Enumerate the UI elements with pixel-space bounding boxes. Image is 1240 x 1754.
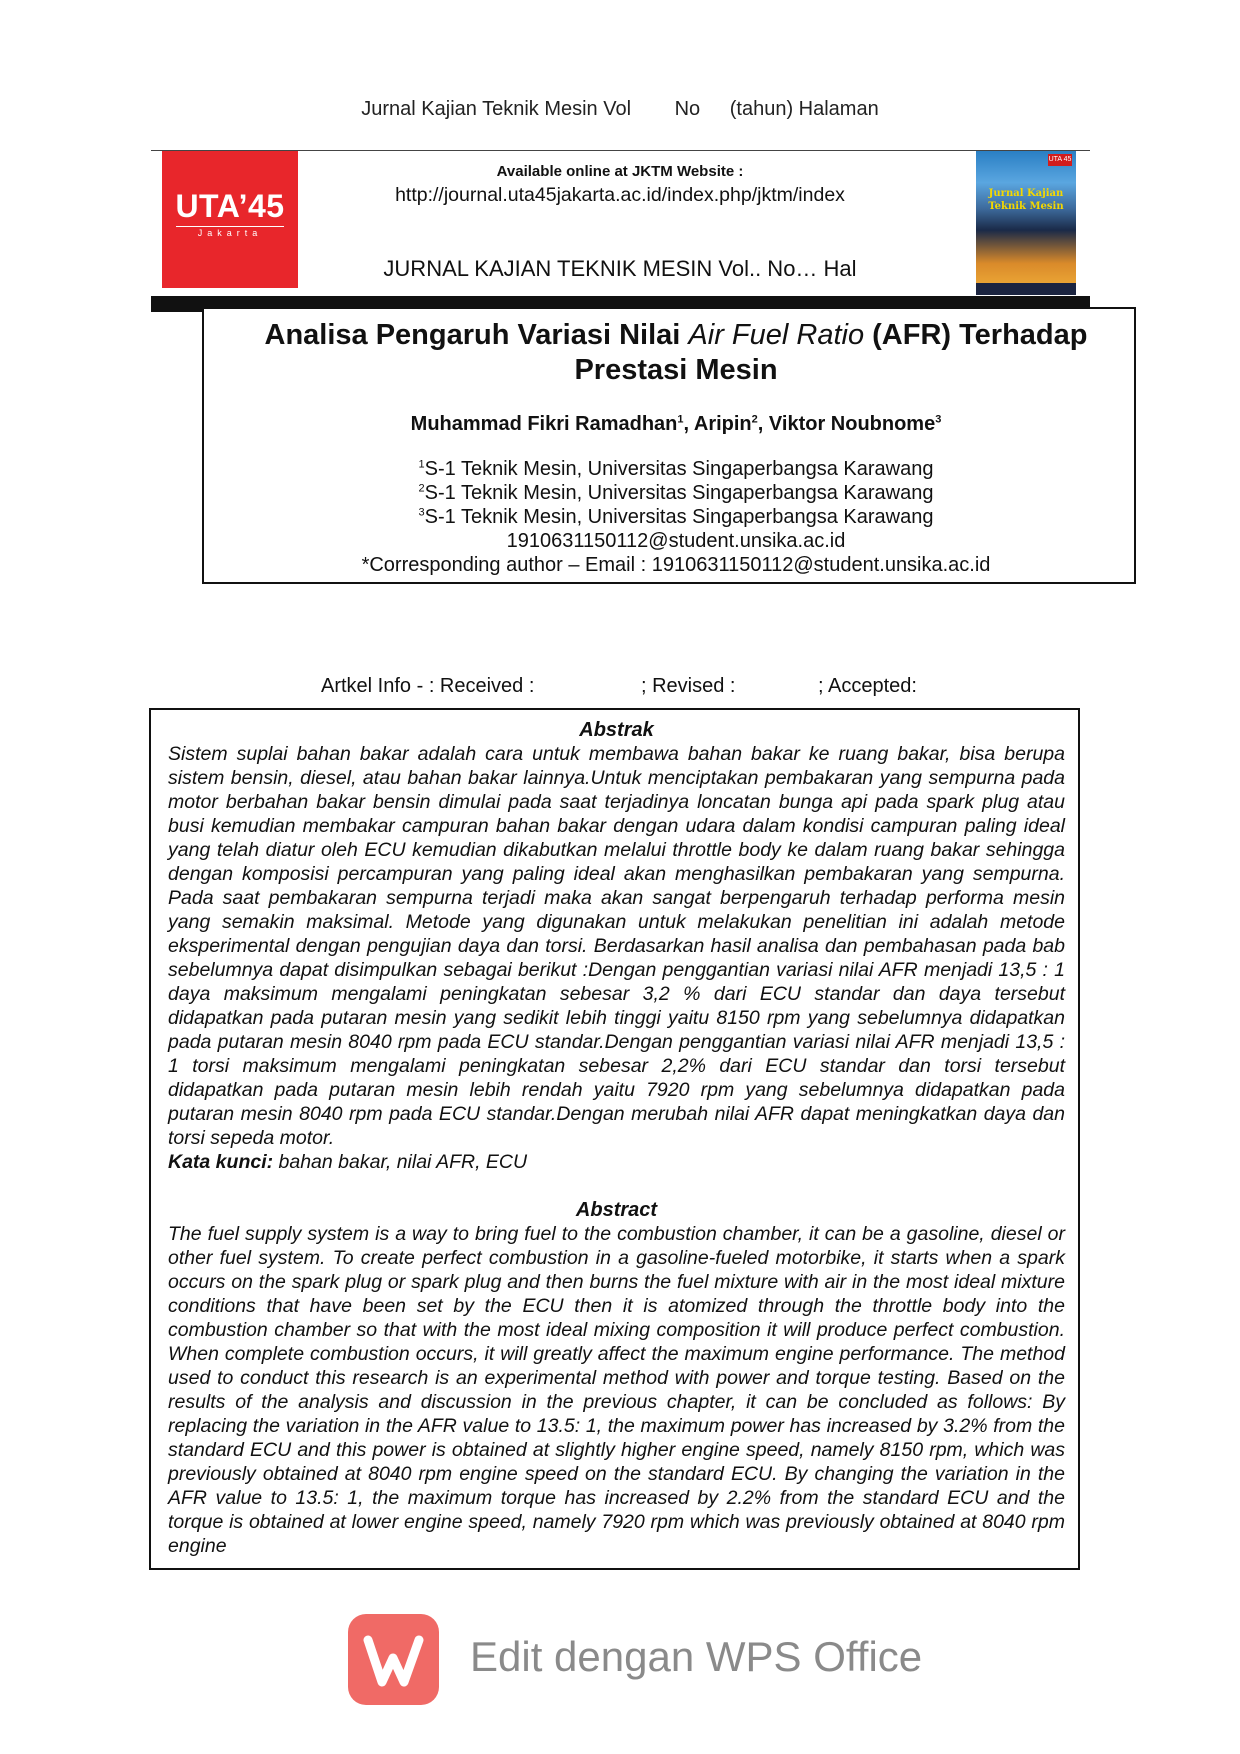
abstrak-text: Sistem suplai bahan bakar adalah cara untuk membawa bahan bakar ke ruang bakar, bisa berupa sistem bensin, diesel, atau bahan bakar lainnya.Untuk menciptakan pembakaran yang sempurna pada motor berbahan bakar bensin dimulai pada saat terjadinya loncatan bunga api pada spark plug atau busi kemudian membakar campuran bahan bakar dengan udara dalam kondisi campuran paling ideal yang telah diatur oleh ECU kemudian dikabutkan melalui throttle body ke dalam ruang bakar sehingga dengan komposisi percampuran yang paling ideal akan menghasilkan pembakaran yang sempurna. Pada saat pembakaran sempurna terjadi maka akan sangat berpengaruh terhadap performa mesin yang semakin maksimal. Metode yang digunakan untuk melakukan penelitian ini adalah metode eksperimental dengan pengujian daya dan torsi. Berdasarkan hasil analisa dan pembahasan pada bab sebelumnya dapat disimpulkan sebagai berikut :Dengan penggantian variasi nilai AFR menjadi 13,5 : 1 daya maksimum mengalami peningkatan sebesar 3,2 % dari ECU standar dan daya tersebut didapatkan pada putaran mesin yang sedikit lebih tinggi yaitu 8150 rpm yang sebelumnya didapatkan pada putaran mesin 8040 rpm pada ECU standar.Dengan penggantian variasi nilai AFR menjadi 13,5 : 1 torsi maksimum mengalami peningkatan sebesar 2,2% dari ECU standar dan torsi tersebut didapatkan pada putaran mesin lebih rendah yaitu 7920 rpm yang sebelumnya didapatkan pada putaran mesin 8040 rpm pada ECU standar.Dengan merubah nilai AFR dapat meningkatkan daya dan torsi sepeda motor. — [168, 743, 1065, 1149]
wps-edit-link[interactable]: Edit dengan WPS Office — [470, 1633, 923, 1680]
abstract-text: The fuel supply system is a way to bring fuel to the combustion chamber, it can be a gasoline, diesel or other fuel system. To create perfect combustion in a gasoline-fueled motorbike, it starts when a spark occurs on the spark plug or spark plug and then burns the fuel mixture with air in the most ideal mixture conditions that have been set by the ECU then it is atomized through the throttle body into the combustion chamber so that with the most ideal mixing composition it will produce perfect combustion. When complete combustion occurs, it will greatly affect the maximum engine performance. The method used to conduct this research is an experimental method with power and torque testing. Based on the results of the analysis and discussion in the previous chapter, it can be concluded as follows: By replacing the variation in the AFR value to 13.5: 1, the maximum power has increased by 3.2% from the standard ECU and this power is obtained at slightly higher engine speed, namely 8150 rpm, which was previously obtained at 8040 rpm engine speed on the standard ECU. By changing the variation in the AFR value to 13.5: 1, the maximum torque has increased by 2.2% from the standard ECU and the torque is obtained at lower engine speed, namely 7920 rpm which was previously obtained at 8040 rpm engine — [168, 1223, 1065, 1557]
abstract-box — [149, 708, 1080, 1570]
author-list: Muhammad Fikri Ramadhan$^1$, Aripin$^2$, Viktor Noubnome$^3$ — [410, 413, 942, 435]
author-affil-mark: 1 — [677, 413, 684, 426]
corresponding-author: *Corresponding author – Email : 1910631150112@student.unsika.ac.id — [361, 554, 991, 576]
title-emphasis: Air Fuel Ratio — [688, 319, 865, 351]
affiliation-block — [256, 457, 1096, 577]
wps-logo-icon[interactable] — [348, 1614, 439, 1705]
journal-name-line: JURNAL KAJIAN TEKNIK MESIN Vol.. No… Hal — [383, 256, 857, 281]
running-head-no: No — [674, 98, 701, 120]
author-name: Aripin — [693, 413, 752, 435]
running-head-journal: Jurnal Kajian Teknik Mesin Vol — [361, 98, 632, 120]
running-head — [0, 98, 1240, 121]
keywords-text: bahan bakar, nilai AFR, ECU — [273, 1151, 528, 1173]
author-email[interactable]: 1910631150112@student.unsika.ac.id — [506, 530, 846, 552]
affiliation-line: $^1$S-1 Teknik Mesin, Universitas Singaperbangsa Karawang — [418, 458, 934, 480]
abstrak-heading: Abstrak — [579, 719, 654, 741]
cover-badge: UTA 45 — [1048, 154, 1072, 166]
logo-brand: UTA’45 — [175, 188, 285, 224]
keywords-line — [168, 1150, 1065, 1174]
journal-url[interactable]: http://journal.uta45jakarta.ac.id/index.php/jktm/index — [395, 184, 845, 206]
author-name: Viktor Noubnome — [768, 413, 936, 435]
abstract-content — [168, 718, 1065, 1558]
cover-title: Jurnal Kajian Teknik Mesin — [988, 188, 1064, 212]
accepted-label: ; Accepted: — [818, 675, 917, 697]
title-part-2: (AFR) Terhadap Prestasi Mesin — [574, 319, 1088, 386]
running-head-rest: (tahun) Halaman — [729, 98, 879, 120]
abstract-heading: Abstract — [575, 1199, 658, 1221]
cover-footer-band — [976, 283, 1076, 295]
received-label: Artkel Info - : Received : — [321, 675, 535, 697]
affiliation-line: $^3$S-1 Teknik Mesin, Universitas Singaperbangsa Karawang — [418, 506, 934, 528]
revised-label: ; Revised : — [641, 675, 736, 697]
keywords-label: Kata kunci: — [168, 1151, 274, 1173]
title-part-1: Analisa Pengaruh Variasi Nilai — [264, 319, 689, 351]
journal-cover-image — [976, 151, 1076, 295]
available-online-label: Available online at JKTM Website : — [496, 163, 744, 180]
affiliation-line: $^2$S-1 Teknik Mesin, Universitas Singaperbangsa Karawang — [418, 482, 934, 504]
uta45-logo — [162, 151, 298, 288]
author-name: Muhammad Fikri Ramadhan — [410, 413, 678, 435]
logo-sub: Jakarta — [176, 226, 284, 238]
article-title — [256, 318, 1096, 388]
author-affil-mark: 3 — [935, 413, 942, 426]
author-affil-mark: 2 — [751, 413, 758, 426]
